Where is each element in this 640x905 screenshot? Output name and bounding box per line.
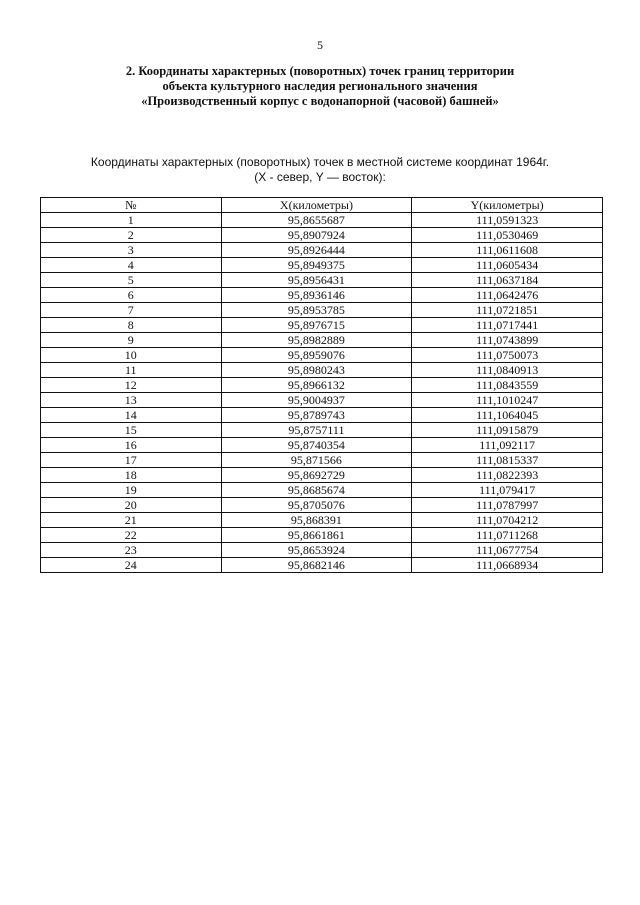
cell-number: 11 (41, 363, 222, 378)
cell-number: 20 (41, 498, 222, 513)
cell-y: 111,0591323 (412, 213, 603, 228)
table-row (41, 243, 603, 258)
table-row (41, 333, 603, 348)
table-row (41, 303, 603, 318)
cell-x: 95,8966132 (221, 378, 412, 393)
cell-y: 111,0611608 (412, 243, 603, 258)
cell-number: 18 (41, 468, 222, 483)
table-row (41, 423, 603, 438)
cell-y: 111,0704212 (412, 513, 603, 528)
cell-x: 95,8982889 (221, 333, 412, 348)
header-number: № (41, 198, 222, 213)
cell-number: 15 (41, 423, 222, 438)
cell-number: 21 (41, 513, 222, 528)
cell-y: 111,0637184 (412, 273, 603, 288)
cell-x: 95,9004937 (221, 393, 412, 408)
cell-number: 10 (41, 348, 222, 363)
cell-y: 111,092117 (412, 438, 603, 453)
table-row (41, 318, 603, 333)
cell-x: 95,8976715 (221, 318, 412, 333)
table-caption (40, 155, 600, 185)
cell-x: 95,8757111 (221, 423, 412, 438)
cell-number: 14 (41, 408, 222, 423)
caption-line-2: (X - север, Y — восток): (254, 170, 386, 184)
cell-number: 24 (41, 558, 222, 573)
cell-number: 5 (41, 273, 222, 288)
coordinates-table (40, 197, 603, 573)
cell-x: 95,8789743 (221, 408, 412, 423)
table-row (41, 468, 603, 483)
header-x: X(километры) (221, 198, 412, 213)
cell-y: 111,0677754 (412, 543, 603, 558)
cell-x: 95,8980243 (221, 363, 412, 378)
cell-number: 19 (41, 483, 222, 498)
cell-x: 95,8949375 (221, 258, 412, 273)
cell-number: 16 (41, 438, 222, 453)
cell-number: 8 (41, 318, 222, 333)
cell-x: 95,8653924 (221, 543, 412, 558)
cell-number: 22 (41, 528, 222, 543)
cell-y: 111,0843559 (412, 378, 603, 393)
cell-y: 111,0815337 (412, 453, 603, 468)
table-row (41, 228, 603, 243)
heading-line-1: 2. Координаты характерных (поворотных) точек границ территории (125, 64, 515, 78)
cell-x: 95,8953785 (221, 303, 412, 318)
page-number: 5 (317, 38, 323, 52)
heading-line-3: «Производственный корпус с водонапорной (часовой) башней» (141, 94, 499, 108)
cell-number: 2 (41, 228, 222, 243)
cell-x: 95,8692729 (221, 468, 412, 483)
section-heading (40, 64, 600, 109)
table-row (41, 528, 603, 543)
cell-y: 111,0605434 (412, 258, 603, 273)
table-header-row (41, 198, 603, 213)
cell-y: 111,0668934 (412, 558, 603, 573)
cell-x: 95,8926444 (221, 243, 412, 258)
table-row (41, 258, 603, 273)
cell-x: 95,868391 (221, 513, 412, 528)
cell-x: 95,871566 (221, 453, 412, 468)
cell-y: 111,0822393 (412, 468, 603, 483)
cell-number: 1 (41, 213, 222, 228)
table-row (41, 513, 603, 528)
table-body (41, 213, 603, 573)
cell-y: 111,1064045 (412, 408, 603, 423)
table-row (41, 363, 603, 378)
cell-number: 7 (41, 303, 222, 318)
table-row (41, 378, 603, 393)
cell-x: 95,8956431 (221, 273, 412, 288)
cell-y: 111,1010247 (412, 393, 603, 408)
cell-x: 95,8959076 (221, 348, 412, 363)
cell-number: 9 (41, 333, 222, 348)
cell-x: 95,8740354 (221, 438, 412, 453)
cell-y: 111,079417 (412, 483, 603, 498)
table-row (41, 273, 603, 288)
cell-x: 95,8907924 (221, 228, 412, 243)
table-row (41, 348, 603, 363)
cell-y: 111,0711268 (412, 528, 603, 543)
cell-number: 23 (41, 543, 222, 558)
cell-number: 4 (41, 258, 222, 273)
table-row (41, 558, 603, 573)
cell-x: 95,8661861 (221, 528, 412, 543)
cell-y: 111,0787997 (412, 498, 603, 513)
cell-number: 12 (41, 378, 222, 393)
table-row (41, 483, 603, 498)
cell-number: 17 (41, 453, 222, 468)
cell-y: 111,0530469 (412, 228, 603, 243)
header-y: Y(километры) (412, 198, 603, 213)
heading-line-2: объекта культурного наследия регионального значения (162, 79, 478, 93)
cell-y: 111,0750073 (412, 348, 603, 363)
table-row (41, 498, 603, 513)
cell-number: 6 (41, 288, 222, 303)
table-row (41, 453, 603, 468)
cell-x: 95,8682146 (221, 558, 412, 573)
table-row (41, 213, 603, 228)
cell-y: 111,0642476 (412, 288, 603, 303)
cell-x: 95,8685674 (221, 483, 412, 498)
table-row (41, 393, 603, 408)
table-row (41, 438, 603, 453)
table-row (41, 288, 603, 303)
cell-y: 111,0915879 (412, 423, 603, 438)
caption-line-1: Координаты характерных (поворотных) точек в местной системе координат 1964г. (90, 155, 550, 169)
cell-y: 111,0743899 (412, 333, 603, 348)
cell-y: 111,0717441 (412, 318, 603, 333)
cell-number: 13 (41, 393, 222, 408)
cell-number: 3 (41, 243, 222, 258)
cell-x: 95,8705076 (221, 498, 412, 513)
cell-y: 111,0721851 (412, 303, 603, 318)
cell-x: 95,8936146 (221, 288, 412, 303)
table-row (41, 408, 603, 423)
cell-y: 111,0840913 (412, 363, 603, 378)
table-row (41, 543, 603, 558)
cell-x: 95,8655687 (221, 213, 412, 228)
